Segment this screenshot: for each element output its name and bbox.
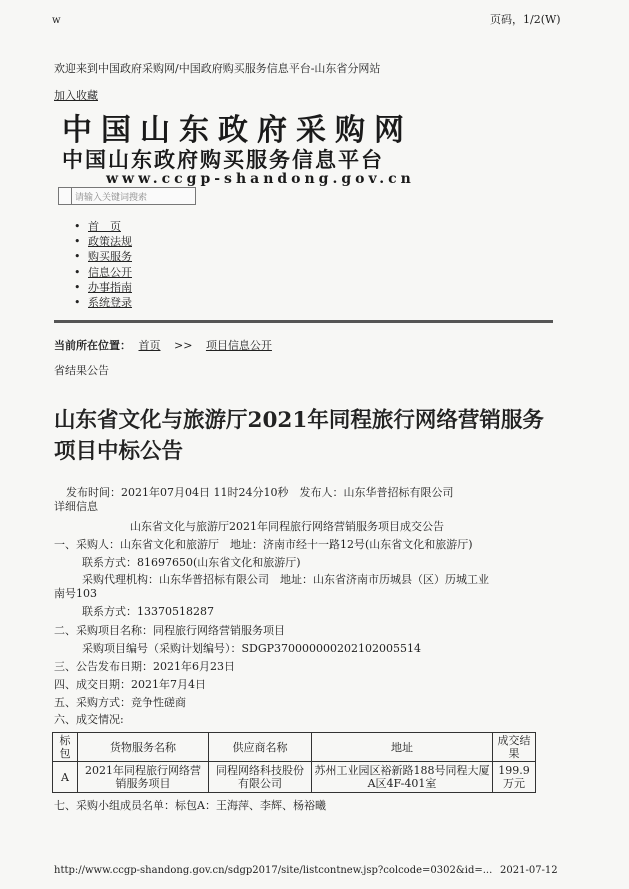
purchase-method: 五、采购方式：竞争性磋商	[54, 696, 186, 709]
search-placeholder: 请输入关键词搜索	[75, 193, 148, 203]
site-logo-subtitle: 中国山东政府购买服务信息平台	[62, 147, 384, 172]
nav-item-label[interactable]: 政策法规	[88, 235, 132, 249]
breadcrumb-separator: >>	[174, 339, 193, 352]
header-package: 标包	[53, 733, 78, 762]
header-supplier: 供应商名称	[209, 733, 312, 762]
agency-line-cont: 南号103	[54, 587, 97, 600]
print-header-left: w	[52, 15, 61, 26]
agency-contact: 联系方式：13370518287	[82, 605, 214, 618]
announcement-subtitle: 山东省文化与旅游厅2021年同程旅行网络营销服务项目成交公告	[130, 520, 444, 533]
search-input[interactable]	[58, 187, 196, 205]
nav-item-label[interactable]: 购买服务	[88, 250, 132, 264]
cell-package: A	[53, 762, 78, 793]
purchaser-line: 一、采购人：山东省文化和旅游厅 地址：济南市经十一路12号(山东省文化和旅游厅)	[54, 538, 473, 551]
header-goods: 货物服务名称	[78, 733, 209, 762]
nav-item-label[interactable]: 首 页	[88, 220, 121, 233]
search-button[interactable]	[59, 188, 72, 204]
breadcrumb-label: 当前所在位置：	[54, 339, 131, 352]
print-footer-date: 2021-07-12	[500, 865, 558, 876]
print-header-page: 页码，1/2(W)	[490, 13, 561, 26]
nav-item-info[interactable]: • 信息公开	[74, 265, 132, 279]
nav-item-login[interactable]: • 系统登录	[74, 296, 132, 310]
agency-line: 采购代理机构：山东华普招标有限公司 地址：山东省济南市历城县（区）历城工业	[82, 573, 489, 586]
deal-date: 四、成交日期：2021年7月4日	[54, 678, 206, 691]
cell-address: 苏州工业园区裕新路188号同程大厦A区4F-401室	[312, 762, 493, 793]
breadcrumb	[54, 339, 272, 353]
header-amount: 成交结果	[493, 733, 536, 762]
nav-item-label[interactable]: 系统登录	[88, 296, 132, 310]
welcome-text: 欢迎来到中国政府采购网/中国政府购买服务信息平台-山东省分网站	[54, 62, 381, 75]
project-name: 二、采购项目名称：同程旅行网络营销服务项目	[54, 624, 285, 637]
header-address: 地址	[312, 733, 493, 762]
nav-item-guide[interactable]: • 办事指南	[74, 280, 132, 294]
site-logo-title: 中国山东政府采购网	[62, 113, 413, 148]
publish-info: 发布时间：2021年07月04日 11时24分10秒 发布人：山东华普招标有限公司	[66, 486, 454, 499]
announce-date: 三、公告发布日期：2021年6月23日	[54, 660, 235, 673]
result-table	[52, 732, 536, 793]
cell-amount: 199.9万元	[493, 762, 536, 793]
cell-supplier: 同程网络科技股份有限公司	[209, 762, 312, 793]
result-label: 六、成交情况:	[54, 713, 124, 726]
nav-item-home[interactable]: • 首 页	[74, 220, 121, 233]
divider	[54, 320, 553, 323]
nav-item-policy[interactable]: • 政策法规	[74, 235, 132, 249]
category-label: 省结果公告	[54, 364, 109, 377]
breadcrumb-home-link[interactable]: 首页	[138, 339, 161, 352]
cell-goods: 2021年同程旅行网络营销服务项目	[78, 762, 209, 793]
table-row	[53, 762, 536, 793]
table-header-row	[53, 733, 536, 762]
print-footer-url: http://www.ccgp-shandong.gov.cn/sdgp2017/site/listcontnew.jsp?colcode=0302&id=...	[54, 865, 493, 876]
project-number: 采购项目编号（采购计划编号）：SDGP370000000202102005514	[82, 642, 422, 655]
page-title: 山东省文化与旅游厅2021年同程旅行网络营销服务项目中标公告	[54, 408, 544, 464]
site-logo-url: www.ccgp-shandong.gov.cn	[106, 171, 415, 187]
nav-item-label[interactable]: 办事指南	[88, 280, 132, 294]
nav-item-purchase[interactable]: • 购买服务	[74, 250, 132, 264]
bookmark-link[interactable]: 加入收藏	[54, 89, 98, 102]
details-label: 详细信息	[54, 500, 98, 513]
breadcrumb-section-link[interactable]: 项目信息公开	[205, 339, 272, 352]
nav-item-label[interactable]: 信息公开	[88, 265, 132, 279]
purchaser-contact: 联系方式：81697650(山东省文化和旅游厅)	[82, 556, 301, 569]
main-nav	[74, 219, 132, 310]
committee-line: 七、采购小组成员名单：标包A：王海萍、李辉、杨裕曦	[54, 799, 326, 812]
